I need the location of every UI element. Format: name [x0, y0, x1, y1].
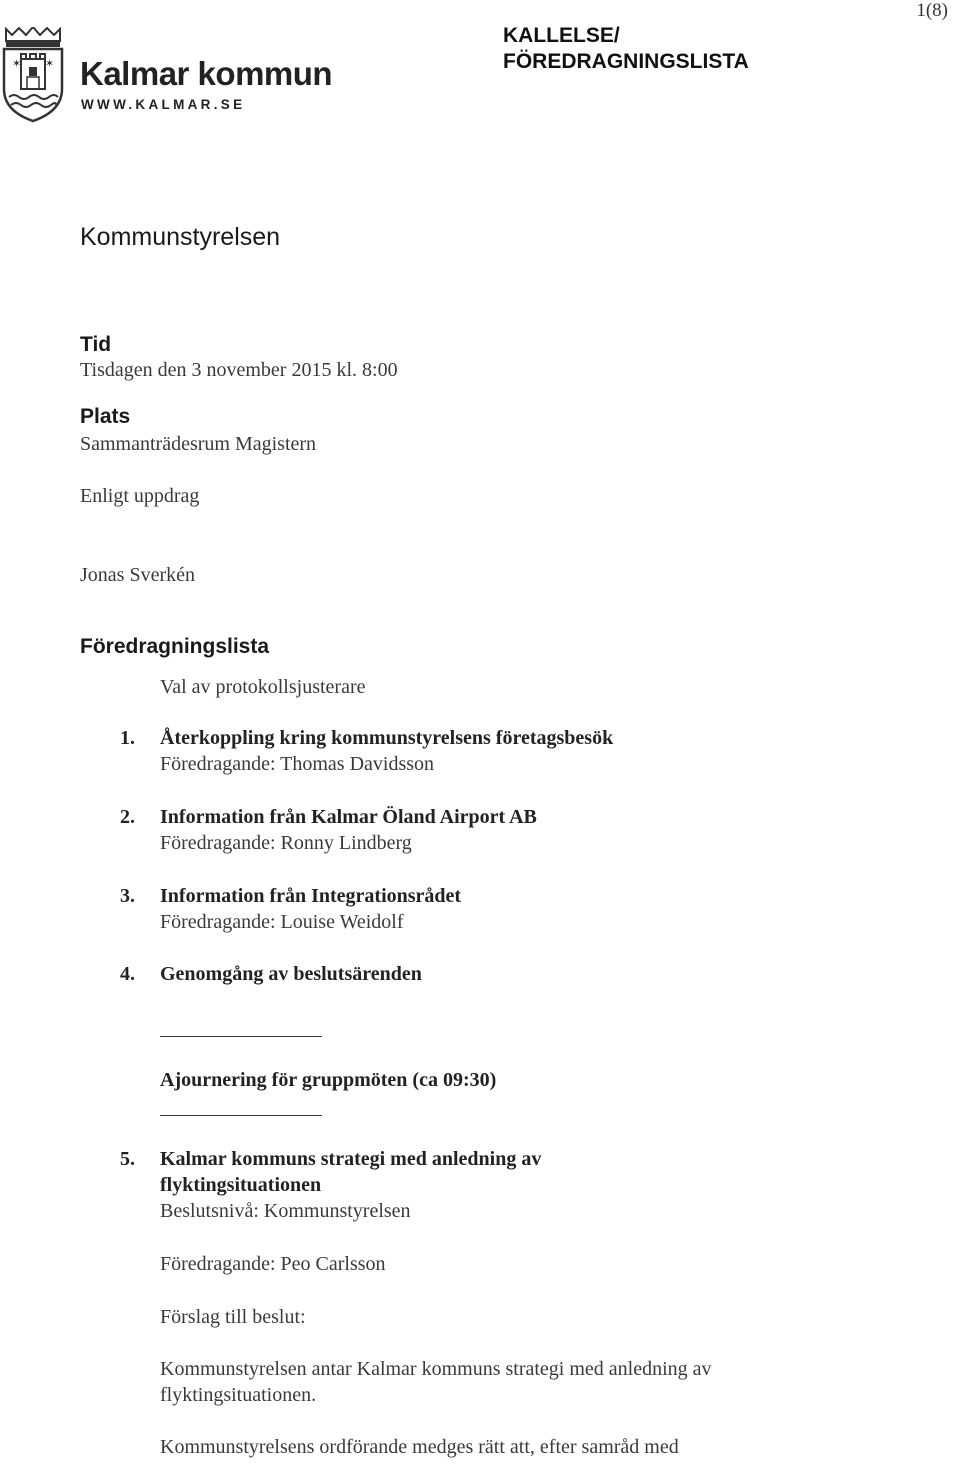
place-label: Plats [80, 405, 131, 428]
decision-text-continued: flyktingsituationen. [160, 1384, 317, 1406]
logo [0, 27, 333, 127]
time-label: Tid [80, 333, 112, 356]
document-type-line-1: KALLELSE/ [503, 24, 620, 47]
agenda-item-title: Kalmar kommuns strategi med anledning av [160, 1148, 542, 1170]
coat-of-arms-icon [0, 27, 66, 123]
time-value: Tisdagen den 3 november 2015 kl. 8:00 [80, 359, 398, 381]
signatory-name: Jonas Sverkén [80, 564, 195, 586]
agenda-heading: Föredragningslista [80, 635, 270, 658]
decision-text: Kommunstyrelsen antar Kalmar kommuns strategi med anledning av [160, 1358, 712, 1380]
agenda-item-number: 1. [120, 727, 135, 749]
agenda-item-title: Återkoppling kring kommunstyrelsens företagsbesök [160, 727, 614, 749]
agenda-item-presenter: Föredragande: Peo Carlsson [160, 1253, 386, 1275]
decision-level: Beslutsnivå: Kommunstyrelsen [160, 1200, 411, 1222]
agenda-item-number: 5. [120, 1148, 135, 1170]
document-type [503, 23, 749, 75]
page-number: 1(8) [916, 0, 948, 21]
divider [160, 1036, 322, 1037]
svg-text:✶: ✶ [45, 57, 55, 70]
agenda-item-presenter: Föredragande: Louise Weidolf [160, 911, 404, 933]
continuation-text: Kommunstyrelsens ordförande medges rätt att, efter samråd med [160, 1436, 679, 1458]
proposal-label: Förslag till beslut: [160, 1306, 306, 1328]
place-value: Sammanträdesrum Magistern [80, 433, 317, 455]
agenda-item-presenter: Föredragande: Thomas Davidsson [160, 753, 435, 775]
agenda-item-number: 4. [120, 963, 135, 985]
break-notice: Ajournering för gruppmöten (ca 09:30) [160, 1069, 497, 1091]
agenda-item-title: Genomgång av beslutsärenden [160, 963, 422, 985]
agenda-item-presenter: Föredragande: Ronny Lindberg [160, 832, 412, 854]
agenda-item-title: Information från Integrationsrådet [160, 885, 462, 907]
agenda-item-title-continued: flyktingsituationen [160, 1174, 322, 1196]
org-url: WWW.KALMAR.SE [81, 97, 246, 112]
agenda-intro: Val av protokollsjusterare [160, 676, 366, 698]
svg-text:✶: ✶ [12, 57, 22, 70]
agenda-item-number: 2. [120, 806, 135, 828]
authority-text: Enligt uppdrag [80, 485, 200, 507]
divider [160, 1115, 322, 1116]
document-type-line-2: FÖREDRAGNINGSLISTA [503, 50, 749, 73]
agenda-item-number: 3. [120, 885, 135, 907]
agenda-item-title: Information från Kalmar Öland Airport AB [160, 806, 537, 828]
org-name: Kalmar kommun [80, 55, 333, 92]
page-title: Kommunstyrelsen [80, 223, 281, 251]
